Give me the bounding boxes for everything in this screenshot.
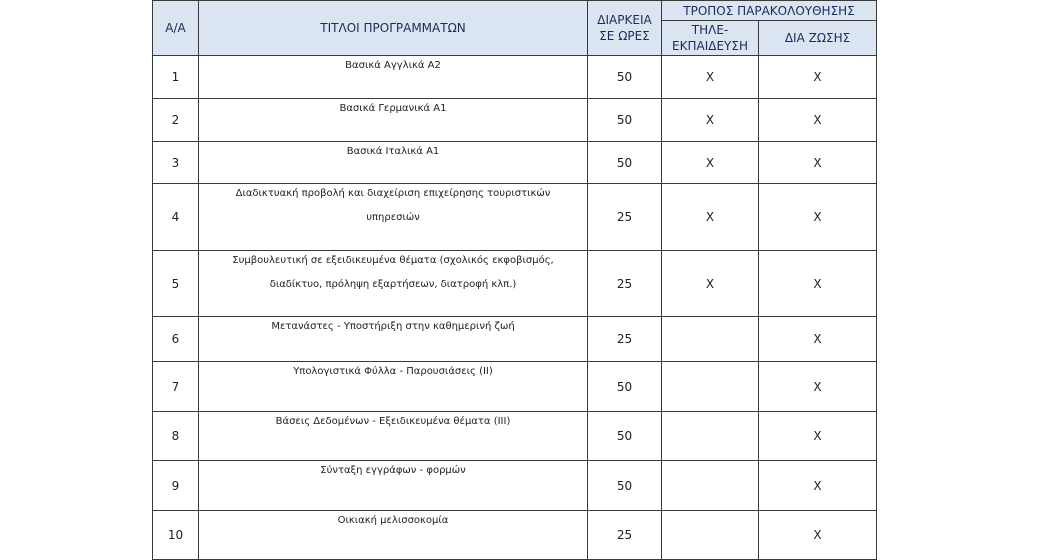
row-number: 3 <box>153 142 199 184</box>
program-title <box>199 461 588 511</box>
live-mark: Χ <box>759 412 877 461</box>
program-title <box>199 56 588 99</box>
program-title <box>199 511 588 560</box>
remote-mark: Χ <box>662 184 759 251</box>
program-hours: 50 <box>588 142 662 184</box>
table-row <box>153 251 877 317</box>
program-title <box>199 142 588 184</box>
programs-table <box>152 0 877 560</box>
remote-mark: Χ <box>662 56 759 99</box>
program-title-line: Βασικά Γερμανικά Α1 <box>339 103 447 114</box>
remote-mark <box>662 511 759 560</box>
program-title-line: Υπολογιστικά Φύλλα - Παρουσιάσεις (ΙΙ) <box>293 366 493 377</box>
program-title-line: Σύνταξη εγγράφων - φορμών <box>320 465 466 476</box>
row-number: 6 <box>153 317 199 362</box>
header-duration <box>588 1 662 56</box>
table-row <box>153 99 877 142</box>
program-hours: 50 <box>588 56 662 99</box>
live-mark: Χ <box>759 99 877 142</box>
live-mark: Χ <box>759 511 877 560</box>
header-aa: Α/Α <box>153 1 199 56</box>
header-titles: ΤΙΤΛΟΙ ΠΡΟΓΡΑΜΜΑΤΩΝ <box>199 1 588 56</box>
remote-mark <box>662 461 759 511</box>
program-hours: 25 <box>588 317 662 362</box>
program-title-line: διαδίκτυο, πρόληψη εξαρτήσεων, διατροφή κλπ.) <box>269 279 517 290</box>
table-row <box>153 362 877 412</box>
program-title <box>199 251 588 317</box>
live-mark: Χ <box>759 142 877 184</box>
header-live: ΔΙΑ ΖΩΣΗΣ <box>759 21 877 56</box>
program-hours: 50 <box>588 461 662 511</box>
program-hours: 25 <box>588 511 662 560</box>
row-number: 5 <box>153 251 199 317</box>
remote-mark <box>662 317 759 362</box>
header-remote-line1: ΤΗΛΕ- <box>691 23 729 38</box>
table-row <box>153 412 877 461</box>
program-hours: 25 <box>588 184 662 251</box>
row-number: 4 <box>153 184 199 251</box>
table-row <box>153 142 877 184</box>
program-title-line: υπηρεσιών <box>366 212 420 223</box>
table-body <box>153 56 877 560</box>
program-title <box>199 412 588 461</box>
program-title-line: Μετανάστες - Υποστήριξη στην καθημερινή ζωή <box>271 321 515 332</box>
program-hours: 50 <box>588 362 662 412</box>
table-row <box>153 511 877 560</box>
live-mark: Χ <box>759 317 877 362</box>
remote-mark: Χ <box>662 99 759 142</box>
remote-mark <box>662 412 759 461</box>
row-number: 2 <box>153 99 199 142</box>
program-title-line: Βασικά Αγγλικά Α2 <box>345 60 441 71</box>
program-title-line: Οικιακή μελισσοκομία <box>337 515 449 526</box>
program-title <box>199 99 588 142</box>
table-header <box>153 1 877 56</box>
program-title-line: Συμβουλευτική σε εξειδικευμένα θέματα (σχολικός εκφοβισμός, <box>232 255 554 266</box>
table-row <box>153 317 877 362</box>
header-remote <box>662 21 759 56</box>
program-title-line: Διαδικτυακή προβολή και διαχείριση επιχείρησης τουριστικών <box>235 188 551 199</box>
program-title <box>199 317 588 362</box>
table-row <box>153 56 877 99</box>
table-row <box>153 461 877 511</box>
remote-mark: Χ <box>662 142 759 184</box>
program-title <box>199 362 588 412</box>
row-number: 7 <box>153 362 199 412</box>
row-number: 9 <box>153 461 199 511</box>
live-mark: Χ <box>759 362 877 412</box>
program-title-line: Βάσεις Δεδομένων - Εξειδικευμένα θέματα (ΙΙΙ) <box>275 416 511 427</box>
live-mark: Χ <box>759 251 877 317</box>
program-hours: 25 <box>588 251 662 317</box>
remote-mark <box>662 362 759 412</box>
row-number: 8 <box>153 412 199 461</box>
live-mark: Χ <box>759 184 877 251</box>
live-mark: Χ <box>759 461 877 511</box>
header-remote-line2: ΕΚΠΑΙΔΕΥΣΗ <box>672 39 748 54</box>
table-row <box>153 184 877 251</box>
live-mark: Χ <box>759 56 877 99</box>
program-hours: 50 <box>588 99 662 142</box>
remote-mark: Χ <box>662 251 759 317</box>
row-number: 1 <box>153 56 199 99</box>
header-duration-line1: ΔΙΑΡΚΕΙΑ <box>597 13 652 27</box>
program-title-line: Βασικά Ιταλικά Α1 <box>346 146 440 157</box>
header-mode: ΤΡΟΠΟΣ ΠΑΡΑΚΟΛΟΥΘΗΣΗΣ <box>662 1 877 21</box>
program-title <box>199 184 588 251</box>
program-hours: 50 <box>588 412 662 461</box>
header-duration-line2: ΣΕ ΩΡΕΣ <box>599 29 650 43</box>
row-number: 10 <box>153 511 199 560</box>
